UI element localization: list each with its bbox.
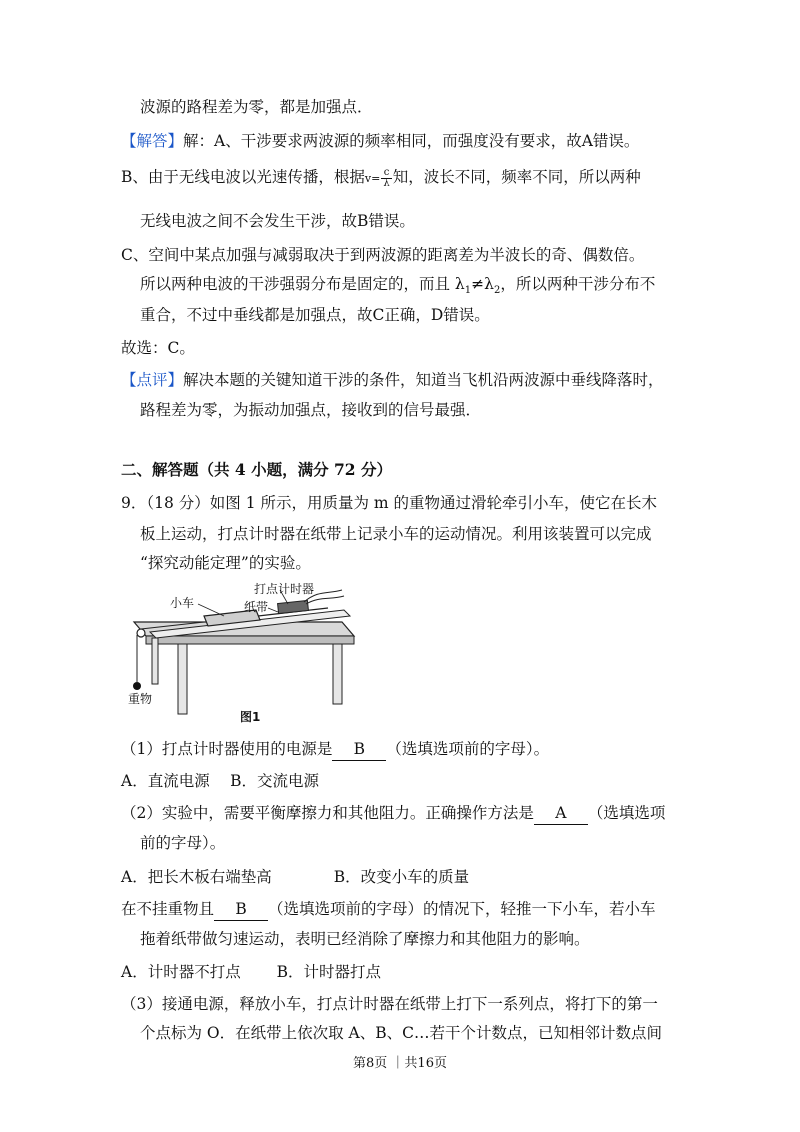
comment-tag: 【点评】 [121, 371, 184, 389]
formula-v: v= [364, 172, 381, 185]
text-line: 重合，不过中垂线都是加强点，故C正确，D错误。 [140, 306, 490, 324]
question-line: （3）接通电源，释放小车，打点计时器在纸带上打下一系列点，将打下的第一 [121, 995, 658, 1013]
section-heading: 二、解答题（共 4 小题，满分 72 分） [121, 460, 392, 479]
question-line: 前的字母）。 [140, 834, 226, 852]
question-line: 个点标为 O．在纸带上依次取 A、B、C…若干个计数点，已知相邻计数点间 [140, 1024, 663, 1042]
text-line: 路程差为零，为振动加强点，接收到的信号最强． [140, 401, 482, 419]
answer-blank: B [332, 738, 386, 761]
text-line: 故选：C。 [121, 339, 195, 357]
text-line: 所以两种电波的干涉强弱分布是固定的，而且 $\lambda_1\ne\lambda_2$，所以两种干涉分布不 [140, 275, 656, 297]
options-line: A．把长木板右端垫高 B．改变小车的质量 [121, 868, 470, 886]
question-line: “探究动能定理”的实验。 [140, 554, 311, 572]
text-line: 波源的路程差为零，都是加强点． [140, 98, 373, 116]
fraction: $\frac{c}{\lambda}$ [383, 166, 390, 189]
question-line: 9．（18 分）如图 1 所示，用质量为 m 的重物通过滑轮牵引小车，使它在长木 [121, 494, 658, 512]
answer-blank: A [534, 802, 588, 825]
answer-blank: B [214, 898, 268, 921]
figure-caption: 图1 [240, 710, 261, 724]
label-weight: 重物 [128, 692, 153, 706]
options-line: A．直流电源 B．交流电源 [121, 772, 320, 790]
text-line: 【解答】解：A、干涉要求两波源的频率相同，而强度没有要求，故A错误。 [121, 132, 640, 150]
page-footer: 第8页 ｜共16页 [353, 1056, 447, 1071]
text-line: 【点评】解决本题的关键知道干涉的条件，知道当飞机沿两波源中垂线降落时， [121, 371, 664, 389]
options-line: A．计时器不打点 B．计时器打点 [121, 963, 382, 981]
question-line: 在不挂重物且 B （选填选项前的字母）的情况下，轻推一下小车，若小车 [121, 898, 656, 921]
question-line: （1）打点计时器使用的电源是 B （选填选项前的字母）。 [121, 738, 549, 761]
label-car: 小车 [170, 596, 195, 610]
text-line: 无线电波之间不会发生干涉，故B错误。 [140, 212, 415, 230]
question-line: 板上运动，打点计时器在纸带上记录小车的运动情况。利用该装置可以完成 [140, 525, 652, 543]
question-line: （2）实验中，需要平衡摩擦力和其他阻力。正确操作方法是 A （选填选项 [121, 802, 665, 825]
question-line: 拖着纸带做匀速运动，表明已经消除了摩擦力和其他阻力的影响。 [140, 930, 590, 948]
label-tape: 纸带 [244, 600, 269, 614]
text-line: C、空间中某点加强与减弱取决于到两波源的距离差为半波长的奇、偶数倍。 [121, 246, 645, 264]
answer-tag: 【解答】 [121, 132, 184, 150]
text-line: B、由于无线电波以光速传播，根据v= $\frac{c}{\lambda}$ 知，波长不同，频率不同，所以两种 [121, 166, 641, 189]
label-timer: 打点计时器 [254, 582, 315, 596]
